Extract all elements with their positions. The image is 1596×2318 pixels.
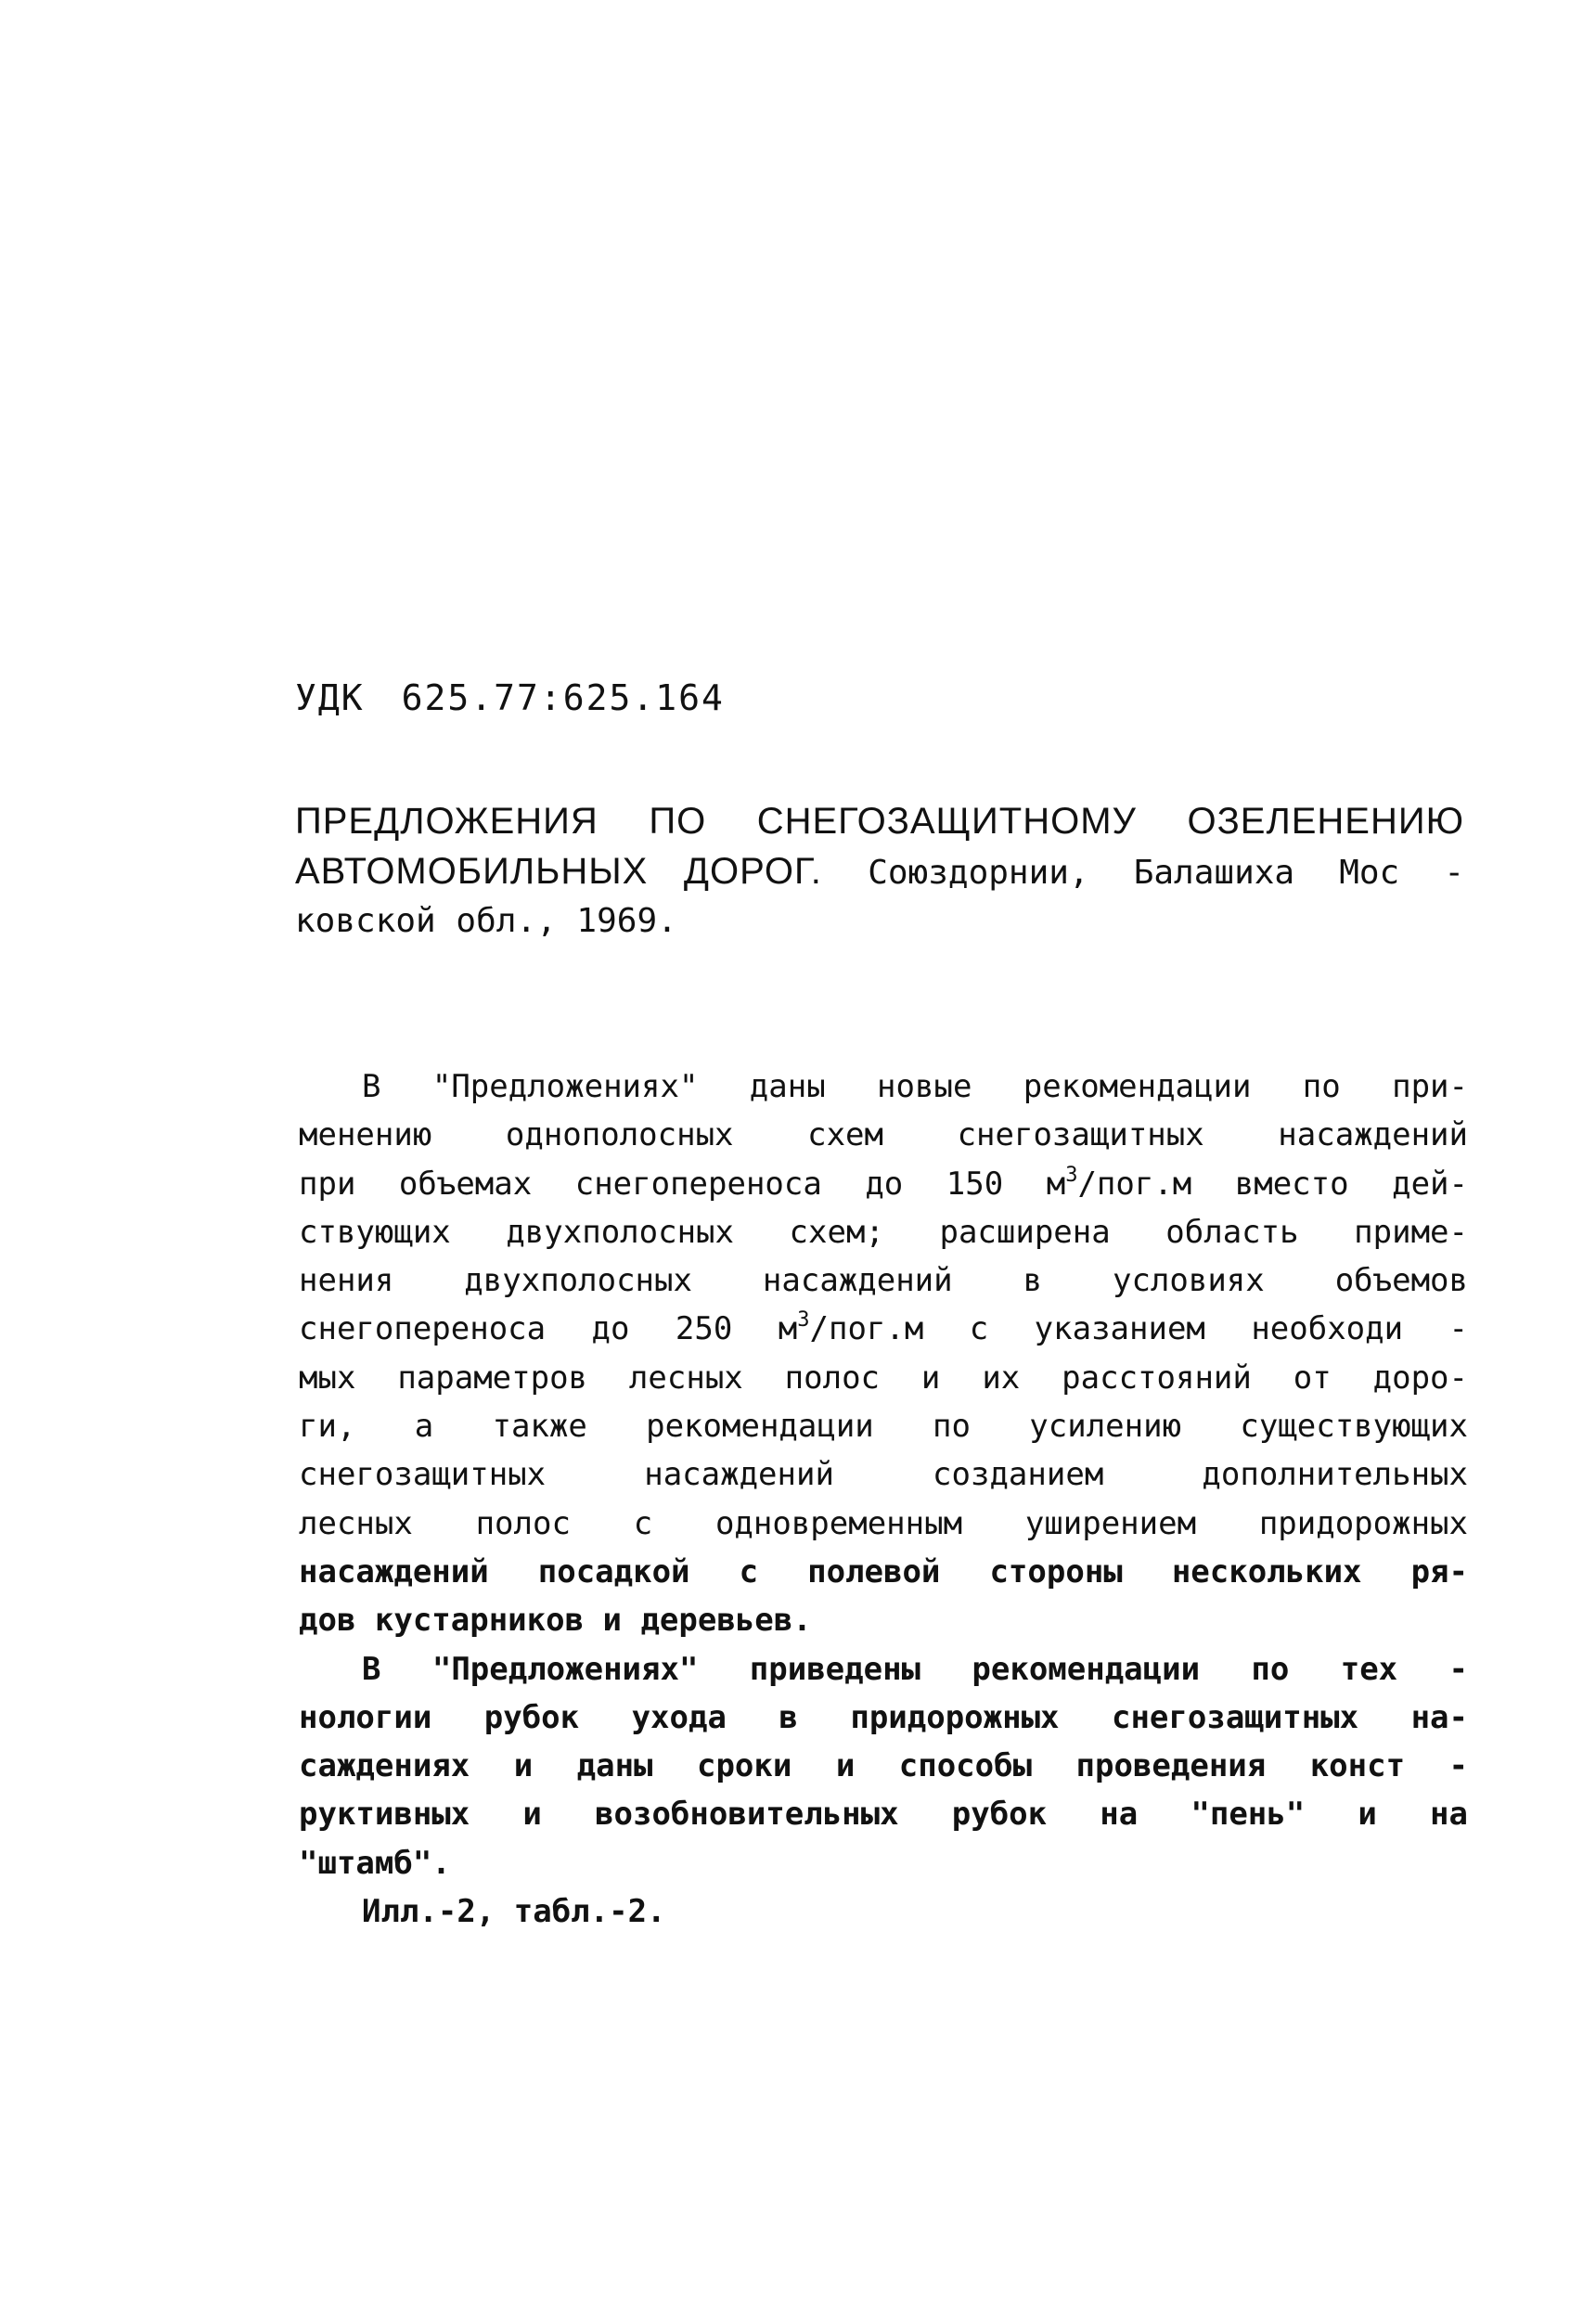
abstract-line [299,1160,1468,1208]
abstract-line [299,1305,1468,1353]
header-publisher: Союздорнии, Балашиха Мос - [868,854,1464,892]
abstract [299,1062,1468,1936]
abstract-line: менению однополосных схем снегозащитных насаждений [299,1116,1468,1154]
abstract-line: В "Предложениях" приведены рекомендации по тех - [362,1650,1468,1688]
abstract-text: /пог.м с указанием необходи - [809,1310,1468,1348]
udk-line [295,677,725,718]
abstract-line: снегозащитных насаждений созданием дополнительных [299,1456,1468,1494]
abstract-line: саждениях и даны сроки и способы проведения конст - [299,1747,1468,1785]
abstract-line: В "Предложениях" даны новые рекомендации по при- [362,1068,1468,1105]
abstract-line: нологии рубок ухода в придорожных снегозащитных на- [299,1698,1468,1736]
superscript: 3 [797,1308,810,1333]
udk-label: УДК [295,677,365,718]
abstract-line: дов кустарников и деревьев. [299,1602,812,1640]
abstract-line: мых параметров лесных полос и их расстояний от доро- [299,1359,1468,1397]
abstract-line: ствующих двухполосных схем; расширена область приме- [299,1213,1468,1251]
abstract-line: "штамб". [299,1844,451,1882]
superscript: 3 [1065,1163,1078,1187]
header-line-1: ПРЕДЛОЖЕНИЯ ПО СНЕГОЗАЩИТНОМУ ОЗЕЛЕНЕНИЮ [295,801,1464,842]
header-line-2 [295,846,1464,896]
udk-code: 625.77:625.164 [401,677,725,718]
abstract-text: снегопереноса до 250 м [299,1310,798,1348]
abstract-line: руктивных и возобновительных рубок на "пень" и на [299,1796,1468,1834]
bibliographic-header [295,796,1464,947]
header-line-3: ковской обл., 1969. [295,902,677,940]
abstract-line: насаждений посадкой с полевой стороны нескольких ря- [299,1552,1468,1590]
abstract-line: лесных полос с одновременным уширением придорожных [299,1504,1468,1542]
header-title-end: АВТОМОБИЛЬНЫХ ДОРОГ. [295,851,822,892]
abstract-text: /пог.м вместо дей- [1077,1165,1468,1203]
illustrations-tables-note: Илл.-2, табл.-2. [362,1893,666,1931]
abstract-line: ги, а также рекомендации по усилению существующих [299,1408,1468,1446]
abstract-line: нения двухполосных насаждений в условиях объемов [299,1262,1468,1300]
abstract-text: при объемах снегопереноса до 150 м [299,1165,1066,1203]
